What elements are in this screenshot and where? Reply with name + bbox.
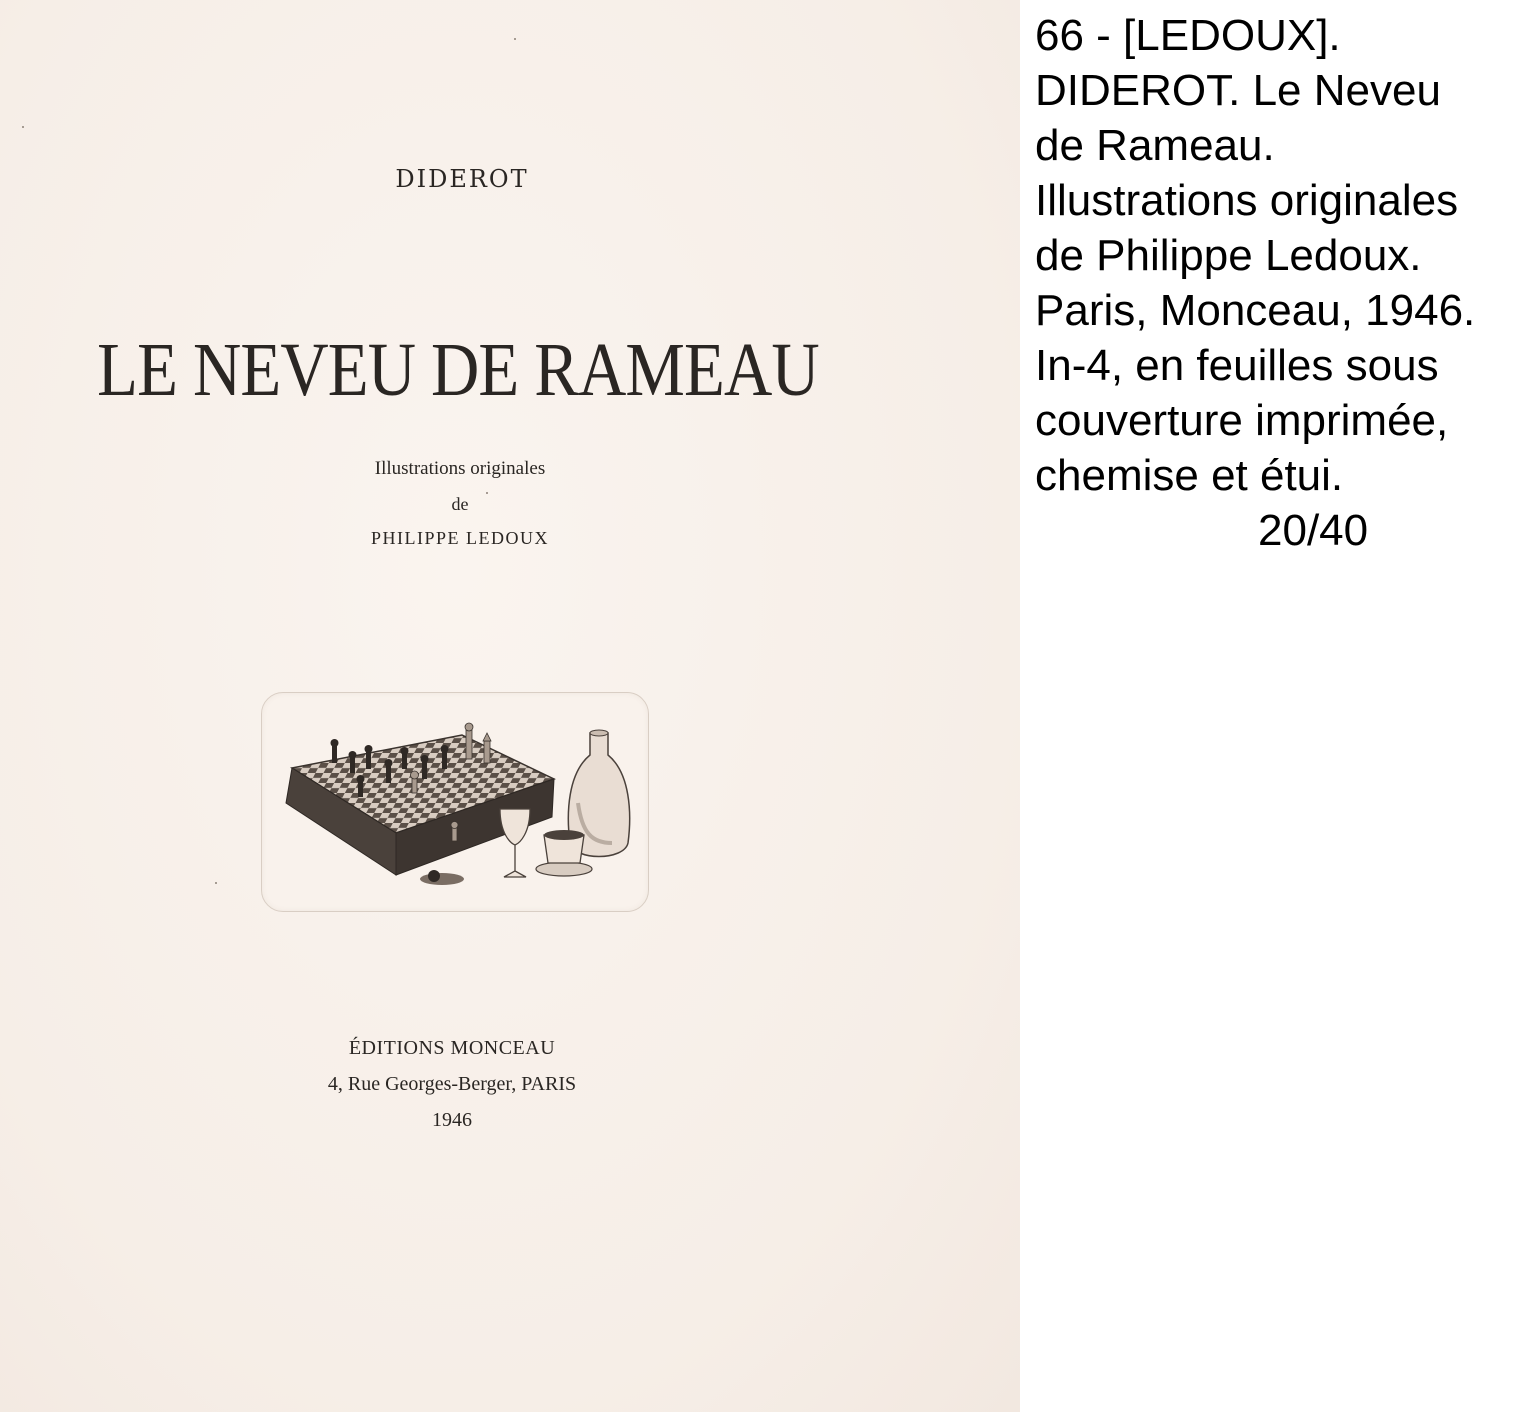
lot-description — [1035, 8, 1525, 558]
book-title: LE NEVEU DE RAMEAU — [97, 328, 819, 412]
illustrations-de-line: de — [451, 494, 469, 514]
paper-speck — [486, 492, 488, 494]
paper-speck — [22, 126, 24, 128]
chess-still-life-illustration — [262, 693, 648, 911]
illustrator-name: PHILIPPE LEDOUX — [371, 528, 549, 548]
case-line: chemise et étui. — [1035, 451, 1344, 500]
publisher-address: 4, Rue Georges-Berger, PARIS — [327, 1073, 577, 1095]
binding-line: couverture imprimée, — [1035, 396, 1449, 445]
publication-year: 1946 — [432, 1109, 472, 1131]
format-line: In-4, en feuilles sous — [1035, 341, 1439, 390]
illustrations-line: Illustrations originales — [374, 458, 546, 479]
paper-speck — [514, 38, 516, 40]
paper-speck — [215, 882, 217, 884]
illustrator-line: de Philippe Ledoux. — [1035, 231, 1422, 280]
publisher-name: ÉDITIONS MONCEAU — [348, 1037, 556, 1059]
author-name: DIDEROT — [395, 165, 529, 193]
estimate-price: 20/40 — [1258, 506, 1369, 555]
title-continued-line: de Rameau. — [1035, 121, 1275, 170]
imprint-line: Paris, Monceau, 1946. — [1035, 286, 1476, 335]
illustrations-line: Illustrations originales — [1035, 176, 1459, 225]
author-title-line: DIDEROT. Le Neveu — [1035, 66, 1441, 115]
engraving-plate — [261, 692, 649, 912]
lot-number-line: 66 - [LEDOUX]. — [1035, 11, 1341, 60]
